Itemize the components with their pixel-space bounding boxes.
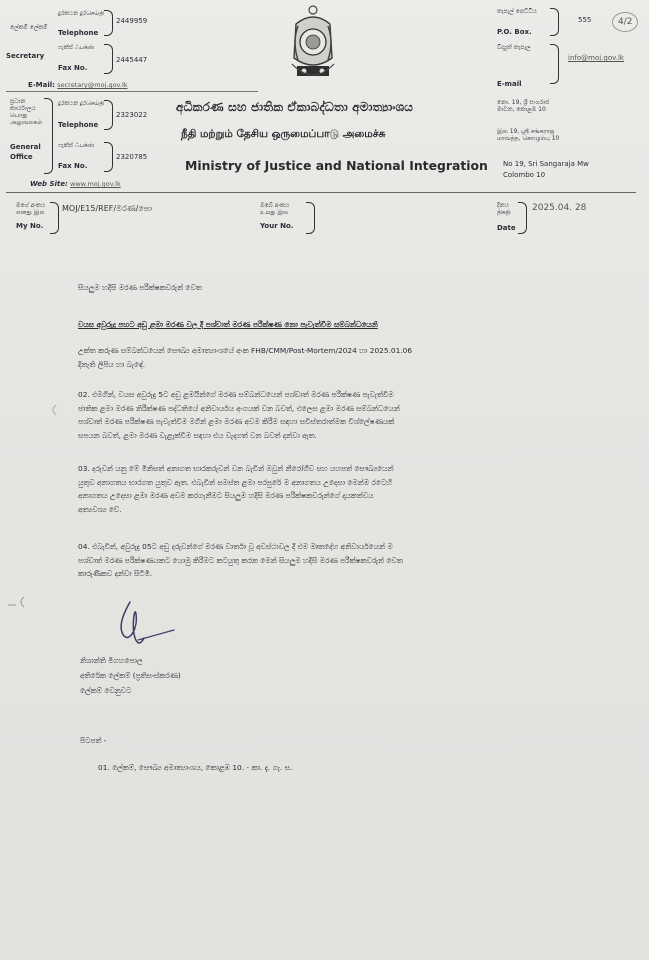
signatory-on-behalf: ලේකම් වෙනුවට xyxy=(80,686,132,695)
paragraph-line: අනාගතය උදෙසා ළමා මරණ අවම කරගැනීමට සියලුම හදිසි මරණ පරීක්ෂකවරුන්ගේ දායකත්වය xyxy=(78,491,374,500)
handwritten-signature xyxy=(108,594,188,656)
general-office-label-si: ප්‍රධාන කාර්යාලය பொது அலுவலகம் xyxy=(10,98,43,126)
pobox-number: 555 xyxy=(578,16,592,24)
secretary-label-en: Secretary xyxy=(6,52,45,60)
brace xyxy=(104,10,113,36)
national-emblem xyxy=(284,2,342,86)
office-fax-label-en: Fax No. xyxy=(58,162,88,170)
paragraph-03 xyxy=(78,462,578,516)
signatory-title: අතිරේක ලේකම් (ප්‍රතිසංස්කරණ) xyxy=(80,671,181,680)
intro-paragraph xyxy=(78,344,578,371)
intro-line: දිනැති ලිපිය හා බැඳේ. xyxy=(78,359,146,369)
paragraph-04 xyxy=(78,540,578,581)
paragraph-line: 03. දරුවන් යනු මේ මිනිසත් අනාගත භාරකරුවන් වන බැවින් ඔවුන් නීරෝගීව සහ යහපත් සෞඛ්‍යයෙන් xyxy=(78,464,394,473)
header-divider xyxy=(6,192,636,193)
secretary-label-si: ලේකම් ලේකම් xyxy=(10,24,48,31)
paragraph-line: සපයන බවත්, ළමා මරණ වැළැක්වීම සඳහා එය වැදගත් වන බවත් දන්වා ඇත. xyxy=(78,430,317,440)
brace xyxy=(104,44,113,74)
address-en-line1: No 19, Sri Sangaraja Mw xyxy=(503,160,589,168)
page-mark: 4/2 xyxy=(612,12,638,32)
intro-line: උක්ත කරුණ සම්බන්ධයෙන් සෞඛ්‍ය අමාත්‍යාංශයේ අංක FHB/CMM/Post-Mortem/2024 හා 2025.01.06 xyxy=(78,346,413,355)
office-fax-label-si: ෆැක්ස් ஃபக்ஸ் xyxy=(58,142,95,149)
telephone-label-en: Telephone xyxy=(58,29,99,37)
date-value: 2025.04. 28 xyxy=(532,203,587,213)
right-email-link[interactable]: info@moj.gov.lk xyxy=(568,54,624,62)
your-no-label: Your No. xyxy=(260,222,294,230)
brace xyxy=(518,202,527,234)
ministry-name-english: Ministry of Justice and National Integration xyxy=(185,158,488,173)
your-no-label-si: ඔබේ අංකය உமது இல xyxy=(260,202,290,216)
date-label-si: දිනය திகதி xyxy=(497,202,511,216)
paragraph-02 xyxy=(78,388,578,442)
email-label: E-Mail: xyxy=(28,81,55,89)
my-no-label: My No. xyxy=(16,222,44,230)
fax-label-si: ෆැක්ස් ஃபக்ஸ் xyxy=(58,44,95,51)
fax-label-en: Fax No. xyxy=(58,64,88,72)
email-line xyxy=(28,81,128,89)
margin-mark xyxy=(6,594,28,608)
email-label-si: විද්‍යුත් තැපෑල xyxy=(497,44,531,51)
address-en-line2: Colombo 10 xyxy=(503,171,546,179)
my-no-value: MOJ/E15/REF/මරණ/පො xyxy=(62,204,152,213)
paragraph-line: පශ්චාත් මරණ පරීක්ෂණයකට යොමු කිරීමට කටයුතු කරන මෙන් සියලුම හදිසි මරණ පරීක්ෂකවරුන් වෙත xyxy=(78,555,403,565)
brace xyxy=(306,202,315,234)
office-fax-number: 2320785 xyxy=(116,153,148,161)
pobox-label-en: P.O. Box. xyxy=(497,28,532,36)
brace xyxy=(550,8,559,36)
brace xyxy=(550,44,559,84)
paragraph-line: 02. එමගින්, වයස අවුරුදු 5ට අඩු ළමයින්ගේ මරණ සම්බන්ධයෙන් පශ්චාත් මරණ පරීක්ෂණ පැවැත්වීම xyxy=(78,390,394,399)
my-no-label-si: මගේ අංකය எனது இல xyxy=(16,202,46,216)
ministry-name-sinhala: අධිකරණ සහ ජාතික ඒකාබද්ධතා අමාත්‍යාංශය xyxy=(176,100,414,114)
office-telephone-label-si: දුරකථන දූරசெய்தி xyxy=(58,100,105,107)
signatory-name: නිශාන්ති මීගහපොල xyxy=(80,656,143,665)
telephone-label-si: දුරකථන දූරசெய்தி xyxy=(58,10,105,17)
general-office-label-en: General Office xyxy=(10,143,41,161)
website-line xyxy=(30,180,121,188)
office-telephone-number: 2323022 xyxy=(116,111,148,119)
address-ta: இல 19, ஸ்ரீ சங்கராஜ மாவத்த, கொழும்பு 10 xyxy=(497,128,560,142)
paragraph-line: අත්‍යවශ්‍ය වේ. xyxy=(78,504,122,514)
email-link[interactable]: secretary@moj.gov.lk xyxy=(57,81,128,89)
secretary-fax-number: 2445447 xyxy=(116,56,148,64)
paragraph-line: යුතුව අනාගතය භාරගත යුතුව ඇත. එබැවින් සමස්ත ළමා පරපුරේ ම අනාගතය උදෙසා මෙන්ම රටෙහි xyxy=(78,477,392,487)
paragraph-line: ජාතික ළමා මරණ නිරීක්ෂණ පද්ධතියේ අනිවාර්යය අංගයක් වන බවත්, එලෙස ළමා මරණ සම්බන්ධයෙන් xyxy=(78,403,400,413)
copies-label: පිටපත් - xyxy=(80,736,107,745)
date-label: Date xyxy=(497,224,516,232)
paragraph-line: 04. එබැවින්, අවුරුදු 05ට අඩු දරුවන්ගේ මරණ වාර්තා වූ අවස්ථාවල දී එම මෘතදේහ අනිවාර්යයෙන් ම xyxy=(78,542,393,551)
address-si: නො. 19, ශ්‍රී සංගරාජ මාවත, කොළඹ 10 xyxy=(497,99,550,113)
brace xyxy=(104,142,113,172)
brace xyxy=(50,202,59,234)
office-telephone-label-en: Telephone xyxy=(58,121,99,129)
margin-mark xyxy=(48,402,58,416)
website-label: Web Site: xyxy=(30,180,68,188)
brace xyxy=(44,98,53,174)
secretary-telephone-number: 2449959 xyxy=(116,17,148,25)
paragraph-line: කාරුණිකව දන්වා සිටිමි. xyxy=(78,569,153,578)
brace xyxy=(104,100,113,130)
pobox-label-si: තැපැල් පෙට්ටිය xyxy=(497,8,537,15)
website-link[interactable]: www.moj.gov.lk xyxy=(70,180,121,188)
divider xyxy=(6,91,258,92)
ministry-name-tamil: நீதி மற்றும் தேசிய ஒருமைப்பாடு அமைச்சு xyxy=(181,128,386,140)
addressee: සියලුම හදිසි මරණ පරීක්ෂකවරුන් වෙත xyxy=(78,283,202,292)
right-email-label: E-mail xyxy=(497,80,522,88)
subject-line: වයස අවුරුදු පහට අඩු ළමා මරණ වල දී පශ්චාත් මරණ පරීක්ෂණ නො පැවැත්වීම සම්බන්ධයෙනි xyxy=(78,320,378,329)
paragraph-line: පශ්චාත් මරණ පරීක්ෂණ පැවැත්වීම මගින් ළමා මරණ අවම කිරීම සඳහා සවිස්තරාත්මක විශ්ලේෂණයක් xyxy=(78,417,395,426)
copies-item: 01. ලේකම්, සෞඛ්‍ය අමාත්‍යාංශය, කොළඹ 10. - කා. දැ. ගැ. ස. xyxy=(98,763,293,772)
